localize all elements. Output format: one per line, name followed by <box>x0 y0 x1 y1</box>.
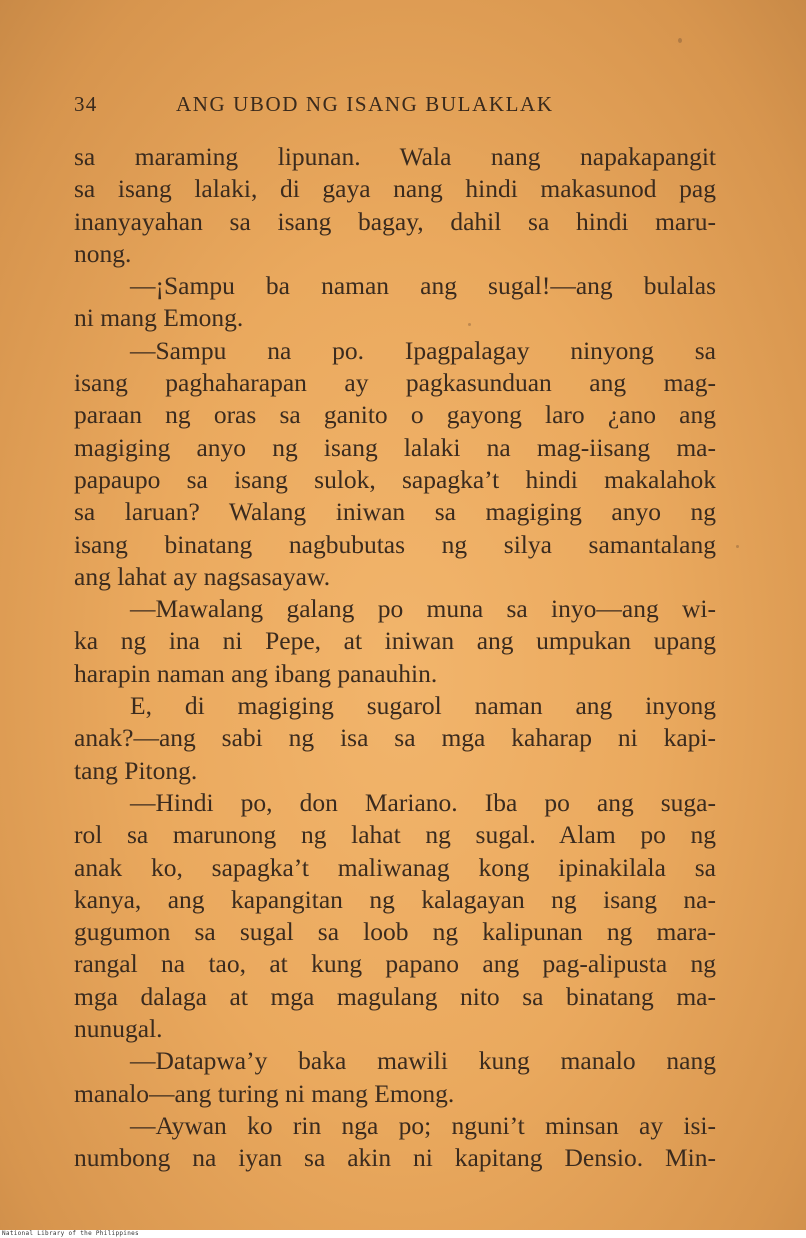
page-header <box>74 92 734 122</box>
text-line: anak ko, sapagka’t maliwanag kong ipinakilala sa <box>74 852 716 882</box>
text-line: inanyayahan sa isang bagay, dahil sa hindi maru- <box>74 206 716 236</box>
page-number: 34 <box>74 92 98 116</box>
text-line: —Hindi po, don Mariano. Iba po ang suga- <box>130 787 716 817</box>
text-line: —Mawalang galang po muna sa inyo—ang wi- <box>130 594 716 624</box>
text-line: kanya, ang kapangitan ng kalagayan ng isang na- <box>74 884 716 914</box>
text-line: —Sampu na po. Ipagpalagay ninyong sa <box>130 335 716 365</box>
running-title: ANG UBOD NG ISANG BULAKLAK <box>176 92 554 116</box>
text-line: nong. <box>74 238 132 268</box>
text-line: magiging anyo ng isang lalaki na mag-iisang ma- <box>74 432 716 462</box>
text-line: —¡Sampu ba naman ang sugal!—ang bulalas <box>130 271 716 301</box>
text-line: sa maraming lipunan. Wala nang napakapangit <box>74 142 716 171</box>
text-line: isang paghaharapan ay pagkasunduan ang mag- <box>74 368 716 398</box>
text-line: ang lahat ay nagsasayaw. <box>74 561 331 591</box>
text-line: nunugal. <box>74 1014 163 1044</box>
text-line: —Datapwa’y baka mawili kung manalo nang <box>130 1046 716 1076</box>
paper-speck <box>736 545 739 548</box>
text-line: sa isang lalaki, di gaya nang hindi makasunod pag <box>74 174 716 204</box>
text-line: ka ng ina ni Pepe, at iniwan ang umpukan upang <box>74 626 716 656</box>
text-line: gugumon sa sugal sa loob ng kalipunan ng mara- <box>74 917 716 947</box>
text-line: manalo—ang turing ni mang Emong. <box>74 1078 455 1108</box>
text-line: ni mang Emong. <box>74 303 244 333</box>
text-line: numbong na iyan sa akin ni kapitang Densio. Min- <box>74 1143 716 1173</box>
paper-speck <box>678 38 682 43</box>
text-line: tang Pitong. <box>74 755 198 785</box>
text-line: anak?—ang sabi ng isa sa mga kaharap ni kapi- <box>74 723 716 753</box>
text-line: harapin naman ang ibang panauhin. <box>74 658 438 688</box>
text-line: papaupo sa isang sulok, sapagka’t hindi makalahok <box>74 464 716 494</box>
body-text <box>74 141 716 1175</box>
text-line: rangal na tao, at kung papano ang pag-alipusta ng <box>74 949 716 979</box>
text-line: mga dalaga at mga magulang nito sa binatang ma- <box>74 981 716 1011</box>
library-credit: National Library of the Philippines <box>2 1230 139 1237</box>
text-line: E, di magiging sugarol naman ang inyong <box>130 691 716 721</box>
text-line: isang binatang nagbubutas ng silya samantalang <box>74 529 716 559</box>
text-line: rol sa marunong ng lahat ng sugal. Alam po ng <box>74 820 716 850</box>
text-line: sa laruan? Walang iniwan sa magiging anyo ng <box>74 497 716 527</box>
text-line: —Aywan ko rin nga po; nguni’t minsan ay isi- <box>130 1110 716 1140</box>
text-line: paraan ng oras sa ganito o gayong laro ¿ano ang <box>74 400 716 430</box>
